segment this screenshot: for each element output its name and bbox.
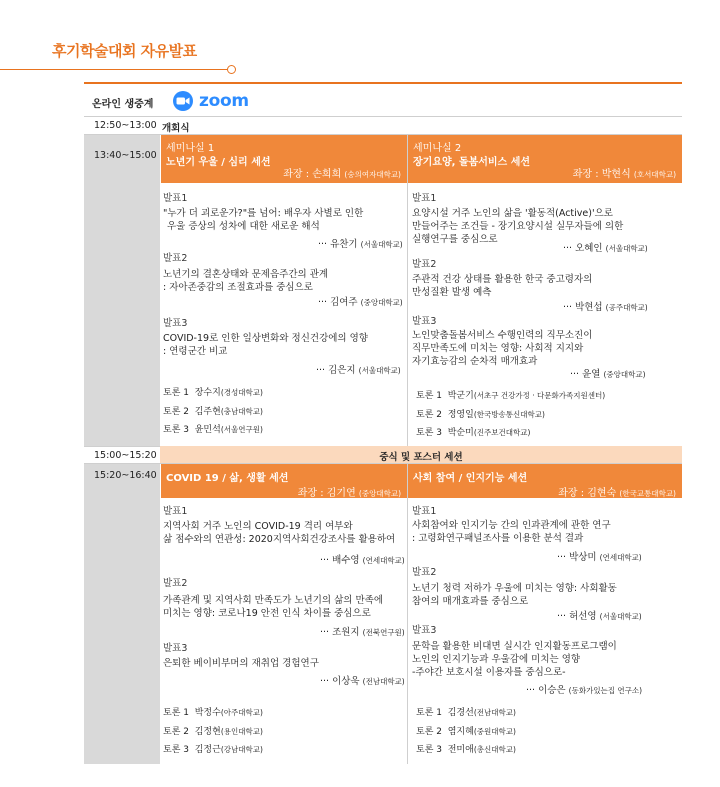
presentation-title-line: : 고령화연구패널조사를 이용한 분석 결과 <box>412 533 584 544</box>
presentation-label: 발표2 <box>163 253 188 264</box>
presentation-label: 발표3 <box>412 625 437 636</box>
presentation-title-line: 만들어주는 조건들 - 장기요양시설 실무자들에 의한 <box>412 221 624 232</box>
presenter: ··· 조원지 (전북연구원) <box>320 627 405 638</box>
session-topic: 노년기 우울 / 심리 세션 <box>166 157 271 168</box>
discussant: 토론 1 장수지(경성대학교) <box>163 388 263 398</box>
session-chair: 좌장 : 김기연 (중앙대학교) <box>297 488 401 499</box>
discussant: 토론 2 염지혜(중원대학교) <box>416 727 516 737</box>
presentation-title-line: 미치는 영향: 코로나19 안전 인식 차이를 중심으로 <box>163 608 371 619</box>
presentation-title-line: 가족관계 및 지역사회 만족도가 노년기의 삶의 만족에 <box>163 595 384 606</box>
discussant: 토론 3 박순미(진주보건대학교) <box>416 428 531 438</box>
opening-title: 개회식 <box>162 123 190 134</box>
presentation-title-line: 문학을 활용한 비대면 실시간 인지활동프로그램이 <box>412 641 617 652</box>
session-header-right <box>408 464 682 498</box>
presentation-label: 발표2 <box>163 578 188 589</box>
session-header-right <box>408 135 682 183</box>
presenter: ··· 박상미 (연세대학교) <box>557 552 642 563</box>
session-topic: 사회 참여 / 인지기능 세션 <box>413 473 528 484</box>
presentation-title-line: 직무만족도에 미치는 영향: 사회적 지지와 <box>412 343 584 354</box>
page-title: 후기학술대회 자유발표 <box>52 42 197 60</box>
presentation-title-line: 실행연구를 중심으로 <box>412 234 498 245</box>
session-topic: COVID 19 / 삶, 생활 세션 <box>166 473 289 484</box>
presentation-title-line: 노년기의 결혼상태와 문제음주간의 관계 <box>163 269 329 280</box>
discussant: 토론 1 박군기(서초구 건강가정 · 다문화가족지원센터) <box>416 391 606 401</box>
presentation-title-line: 요양시설 거주 노인의 삶을 '활동적(Active)'으로 <box>412 208 613 219</box>
session-chair: 좌장 : 박현식 (호서대학교) <box>572 169 676 180</box>
presenter: ··· 김여주 (중앙대학교) <box>318 297 403 308</box>
presentation-title-line: 삶 점수와의 연관성: 2020지역사회건강조사를 활용하여 <box>163 534 396 545</box>
presenter: ··· 박현섭 (공주대학교) <box>563 302 648 313</box>
discussant: 토론 3 김정근(강남대학교) <box>163 745 263 755</box>
break-title: 중식 및 포스터 세션 <box>379 452 463 463</box>
presentation-label: 발표1 <box>412 193 437 204</box>
discussant: 토론 3 윤민석(서울연구원) <box>163 425 263 435</box>
presentation-title-line: : 자아존중감의 조절효과를 중심으로 <box>163 282 313 293</box>
session-topic: 장기요양, 돌봄서비스 세션 <box>413 157 531 168</box>
discussant: 토론 2 김정현(용인대학교) <box>163 727 263 737</box>
presenter: ··· 허선영 (서울대학교) <box>557 611 642 622</box>
discussant: 토론 1 김경선(전남대학교) <box>416 708 516 718</box>
presentation-title-line: 주관적 건강 상태를 활용한 한국 중고령자의 <box>412 274 593 285</box>
presentation-label: 발표3 <box>412 316 437 327</box>
title-underline <box>0 65 236 75</box>
time-column <box>84 135 160 446</box>
session-header-left <box>161 464 407 498</box>
block1-time: 13:40~15:00 <box>94 150 157 161</box>
discussant: 토론 3 전미애(총신대학교) <box>416 745 516 755</box>
presentation-title-line: COVID-19로 인한 일상변화와 정신건강에의 영향 <box>163 333 368 344</box>
presentation-label: 발표1 <box>163 193 188 204</box>
presentation-label: 발표1 <box>412 506 437 517</box>
row-divider <box>84 116 682 117</box>
room-label: 세미나실 1 <box>166 143 215 154</box>
presentation-title-line: 참여의 매개효과를 중심으로 <box>412 596 529 607</box>
session-chair: 좌장 : 김현숙 (한국교통대학교) <box>558 488 676 499</box>
opening-time: 12:50~13:00 <box>94 120 157 131</box>
session-header-left <box>161 135 407 183</box>
presentation-label: 발표3 <box>163 643 188 654</box>
zoom-camera-icon <box>172 91 194 111</box>
presentation-label: 발표1 <box>163 506 188 517</box>
column-divider <box>407 464 408 764</box>
discussant: 토론 2 정영일(한국방송통신대학교) <box>416 410 545 420</box>
presentation-title-line: 은퇴한 베이비부머의 재취업 경험연구 <box>163 658 319 669</box>
presenter: ··· 이승은 (동화가있는집 연구소) <box>526 685 643 696</box>
presentation-title-line: 노인의 인지기능과 우울감에 미치는 영향 <box>412 654 581 665</box>
presenter: ··· 오혜인 (서울대학교) <box>563 243 648 254</box>
online-broadcast-row <box>84 86 682 114</box>
time-column <box>84 464 160 764</box>
presentation-title-line: 만성질환 발생 예측 <box>412 287 492 298</box>
presentation-title-line: 사회참여와 인지기능 간의 인과관계에 관한 연구 <box>412 520 611 531</box>
zoom-wordmark: zoom <box>199 91 249 111</box>
presentation-title-line: -주야간 보호시설 이용자를 중심으로- <box>412 667 566 678</box>
presentation-title-line: 우울 증상의 성차에 대한 새로운 해석 <box>167 221 320 232</box>
presentation-label: 발표2 <box>412 567 437 578</box>
presenter: ··· 김은지 (서울대학교) <box>316 365 401 376</box>
presentation-title-line: 노인맞춤돌봄서비스 수행인력의 직무소진이 <box>412 330 593 341</box>
block2-time: 15:20~16:40 <box>94 470 157 481</box>
presenter: ··· 유찬기 (서울대학교) <box>318 239 403 250</box>
break-time: 15:00~15:20 <box>94 450 157 461</box>
break-session-bar <box>160 446 682 463</box>
presentation-label: 발표3 <box>163 318 188 329</box>
discussant: 토론 2 김주현(충남대학교) <box>163 407 263 417</box>
presenter: ··· 윤열 (중앙대학교) <box>570 369 646 380</box>
room-label: 세미나실 2 <box>413 143 462 154</box>
presentation-label: 발표2 <box>412 259 437 270</box>
table-top-rule <box>84 82 682 84</box>
presentation-title-line: 자기효능감의 순차적 매개효과 <box>412 356 538 367</box>
presentation-title-line: 노년기 청력 저하가 우울에 미치는 영향: 사회활동 <box>412 583 617 594</box>
presentation-title-line: : 연령군간 비교 <box>163 346 228 357</box>
online-label: 온라인 생중계 <box>92 99 154 110</box>
discussant: 토론 1 박정수(아주대학교) <box>163 708 263 718</box>
session-chair: 좌장 : 손희희 (숭의여자대학교) <box>283 169 401 180</box>
zoom-logo <box>172 91 249 111</box>
presentation-title-line: "누가 더 괴로운가?"를 넘어: 배우자 사별로 인한 <box>163 208 364 219</box>
presentation-title-line: 지역사회 거주 노인의 COVID-19 격리 여부와 <box>163 521 353 532</box>
presenter: ··· 이상욱 (전남대학교) <box>320 676 405 687</box>
presenter: ··· 배수영 (연세대학교) <box>320 555 405 566</box>
